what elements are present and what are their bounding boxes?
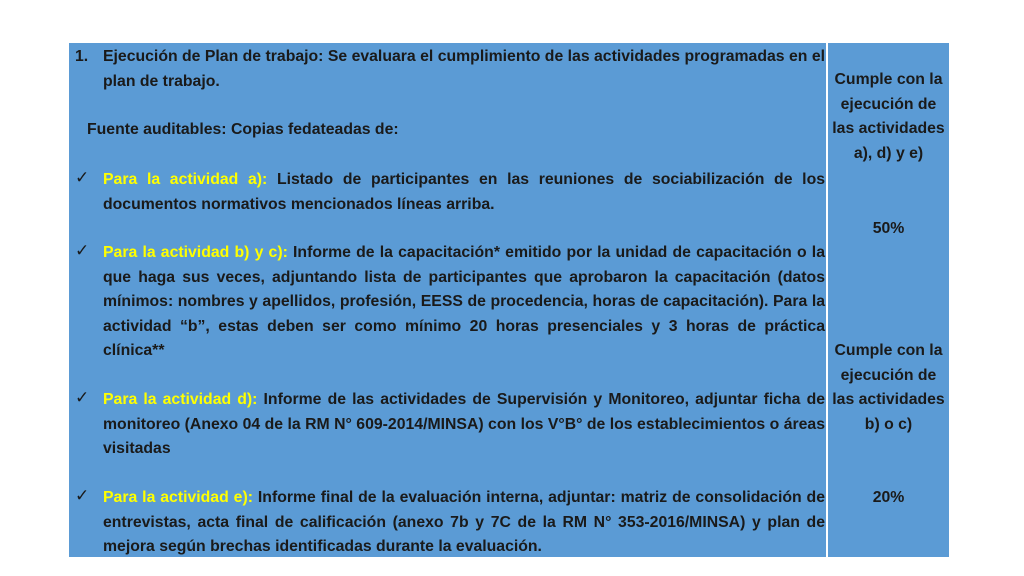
bullet-activity-b-c bbox=[103, 241, 825, 364]
item-title-paragraph bbox=[103, 45, 825, 94]
sources-label: Fuente auditables: Copias fedateadas de: bbox=[87, 121, 399, 138]
bullet-activity-e bbox=[103, 486, 825, 560]
bullet-label: Para la actividad b) y c): bbox=[103, 244, 288, 261]
item-number: 1. bbox=[75, 48, 89, 65]
checkmark-icon: ✓ bbox=[75, 486, 90, 505]
bullet-text: Informe final de la evaluación interna, adjuntar: matriz de consolidación de entrevistas, acta final de calificación (anexo 7b y 7C de la RM N° 353-2016/MINSA) y plan de mejora según brechas identificadas durante la evaluación. bbox=[103, 489, 825, 555]
percent-1: 50% bbox=[872, 220, 905, 237]
sources-paragraph bbox=[87, 118, 809, 143]
scores-cell bbox=[828, 43, 949, 557]
bullet-activity-d bbox=[103, 388, 825, 462]
requirements-cell bbox=[69, 43, 828, 557]
bullet-text: Listado de participantes en las reuniones de sociabilización de los documentos normativos mencionados líneas arriba. bbox=[103, 171, 825, 213]
bullet-label: Para la actividad d): bbox=[103, 391, 258, 408]
criterion-1: Cumple con la ejecución de las actividades a), d) y e) bbox=[832, 71, 945, 162]
bullet-label: Para la actividad e): bbox=[103, 489, 253, 506]
checkmark-icon: ✓ bbox=[75, 241, 90, 260]
item-title: Ejecución de Plan de trabajo: Se evaluara el cumplimiento de las actividades programadas en el plan de trabajo. bbox=[103, 48, 825, 90]
checkmark-icon: ✓ bbox=[75, 388, 90, 407]
criterion-2: Cumple con la ejecución de las actividades b) o c) bbox=[832, 342, 945, 433]
bullet-label: Para la actividad a): bbox=[103, 171, 268, 188]
percent-2: 20% bbox=[872, 489, 905, 506]
bullet-activity-a bbox=[103, 168, 825, 217]
criteria-table bbox=[68, 42, 950, 558]
bullet-text: Informe de la capacitación* emitido por la unidad de capacitación o la que haga sus veces, adjuntando lista de participantes que aprobaron la capacitación (datos mínimos: nombres y apellidos, profesión, EESS de procedencia, horas de capacitación). Para la actividad “b”, estas deben ser como mínimo 20 horas presenciales y 3 horas de práctica clínica** bbox=[103, 244, 825, 359]
bullet-text: Informe de las actividades de Supervisión y Monitoreo, adjuntar ficha de monitoreo (Anexo 04 de la RM N° 609-2014/MINSA) con los V°B° de los establecimientos o áreas visitadas bbox=[103, 391, 825, 457]
checkmark-icon: ✓ bbox=[75, 168, 90, 187]
